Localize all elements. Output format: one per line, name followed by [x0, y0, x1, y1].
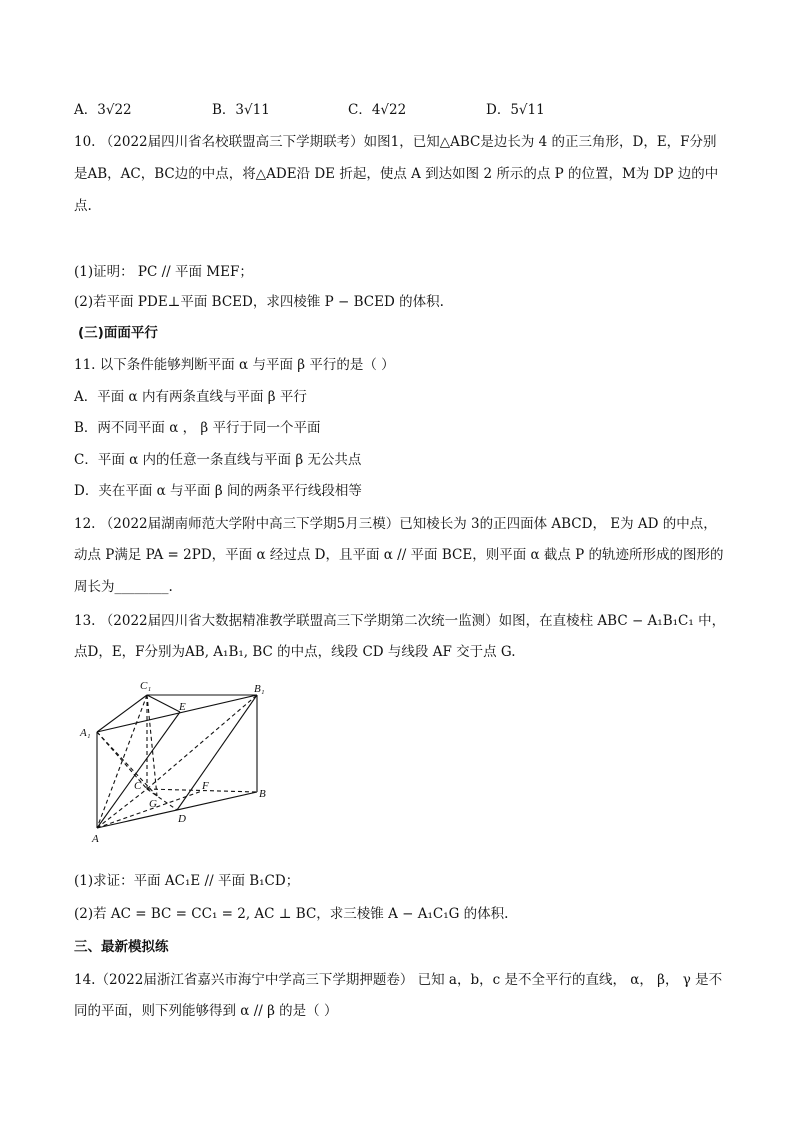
option-a: A．3√22	[74, 102, 132, 118]
edge-d-b1	[177, 695, 257, 810]
q14-line1: 14.（2022届浙江省嘉兴市海宁中学高三下学期押题卷） 已知 a，b，c 是不全平行的直线， α， β， γ 是不	[74, 972, 723, 988]
label-f: F	[202, 780, 209, 792]
edge-c1-e	[147, 695, 180, 712]
label-a: A	[92, 833, 99, 845]
q13-part2: (2)若 AC = BC = CC₁ = 2, AC ⊥ BC，求三棱锥 A − A₁C₁G 的体积.	[74, 906, 509, 922]
q10-part1: (1)证明： PC // 平面 MEF；	[74, 264, 253, 280]
label-a1: A₁	[80, 727, 91, 739]
q13-line1: 13. （2022届四川省大数据精准教学联盟高三下学期第二次统一监测）如图，在直棱柱 ABC − A₁B₁C₁ 中，	[74, 613, 726, 629]
label-g: G	[149, 798, 157, 810]
label-d: D	[178, 813, 186, 825]
q12-line2: 动点 P满足 PA = 2PD，平面 α 经过点 D，且平面 α // 平面 BCE，则平面 α 截点 P 的轨迹所形成的图形的	[74, 547, 724, 563]
prism-figure	[72, 676, 272, 856]
q13-line2: 点D，E，F分别为AB, A₁B₁, BC 的中点，线段 CD 与线段 AF 交于点 G.	[74, 644, 516, 660]
q11-option-c: C．平面 α 内的任意一条直线与平面 β 无公共点	[74, 452, 362, 468]
q10-line1: 10. （2022届四川省名校联盟高三下学期联考）如图1，已知△ABC是边长为 4 的正三角形，D，E，F分别	[74, 134, 717, 150]
section-heading-latest: 三、最新模拟练	[74, 939, 169, 955]
label-c: C	[134, 780, 142, 792]
q12-line3: 周长为________.	[74, 579, 173, 595]
q11-option-b: B．两不同平面 α ， β 平行于同一个平面	[74, 420, 321, 436]
section-heading-face-parallel: (三)面面平行	[78, 325, 158, 341]
q11-stem: 11. 以下条件能够判断平面 α 与平面 β 平行的是（ ）	[74, 357, 395, 373]
option-c: C．4√22	[348, 102, 407, 118]
option-b: B．3√11	[212, 102, 270, 118]
label-e: E	[179, 701, 186, 713]
option-d: D．5√11	[486, 102, 545, 118]
q12-line1: 12. （2022届湖南师范大学附中高三下学期5月三模）已知棱长为 3的正四面体 ABCD， E为 AD 的中点，	[74, 516, 717, 532]
q11-option-d: D．夹在平面 α 与平面 β 间的两条平行线段相等	[74, 483, 362, 499]
q10-line2: 是AB，AC，BC边的中点，将△ADE沿 DE 折起，使点 A 到达如图 2 所示的点 P 的位置，M为 DP 边的中	[74, 166, 719, 182]
q10-line3: 点.	[74, 198, 92, 214]
q14-line2: 同的平面，则下列能够得到 α // β 的是（ ）	[74, 1003, 338, 1019]
label-b1: B₁	[254, 683, 265, 695]
q11-option-a: A．平面 α 内有两条直线与平面 β 平行	[74, 389, 307, 405]
label-c1: C₁	[140, 680, 152, 692]
edge-a1-b1	[97, 695, 257, 732]
q10-part2: (2)若平面 PDE⊥平面 BCED，求四棱锥 P − BCED 的体积.	[74, 294, 444, 310]
q13-part1: (1)求证：平面 AC₁E // 平面 B₁CD；	[74, 873, 300, 889]
label-b: B	[259, 788, 266, 800]
